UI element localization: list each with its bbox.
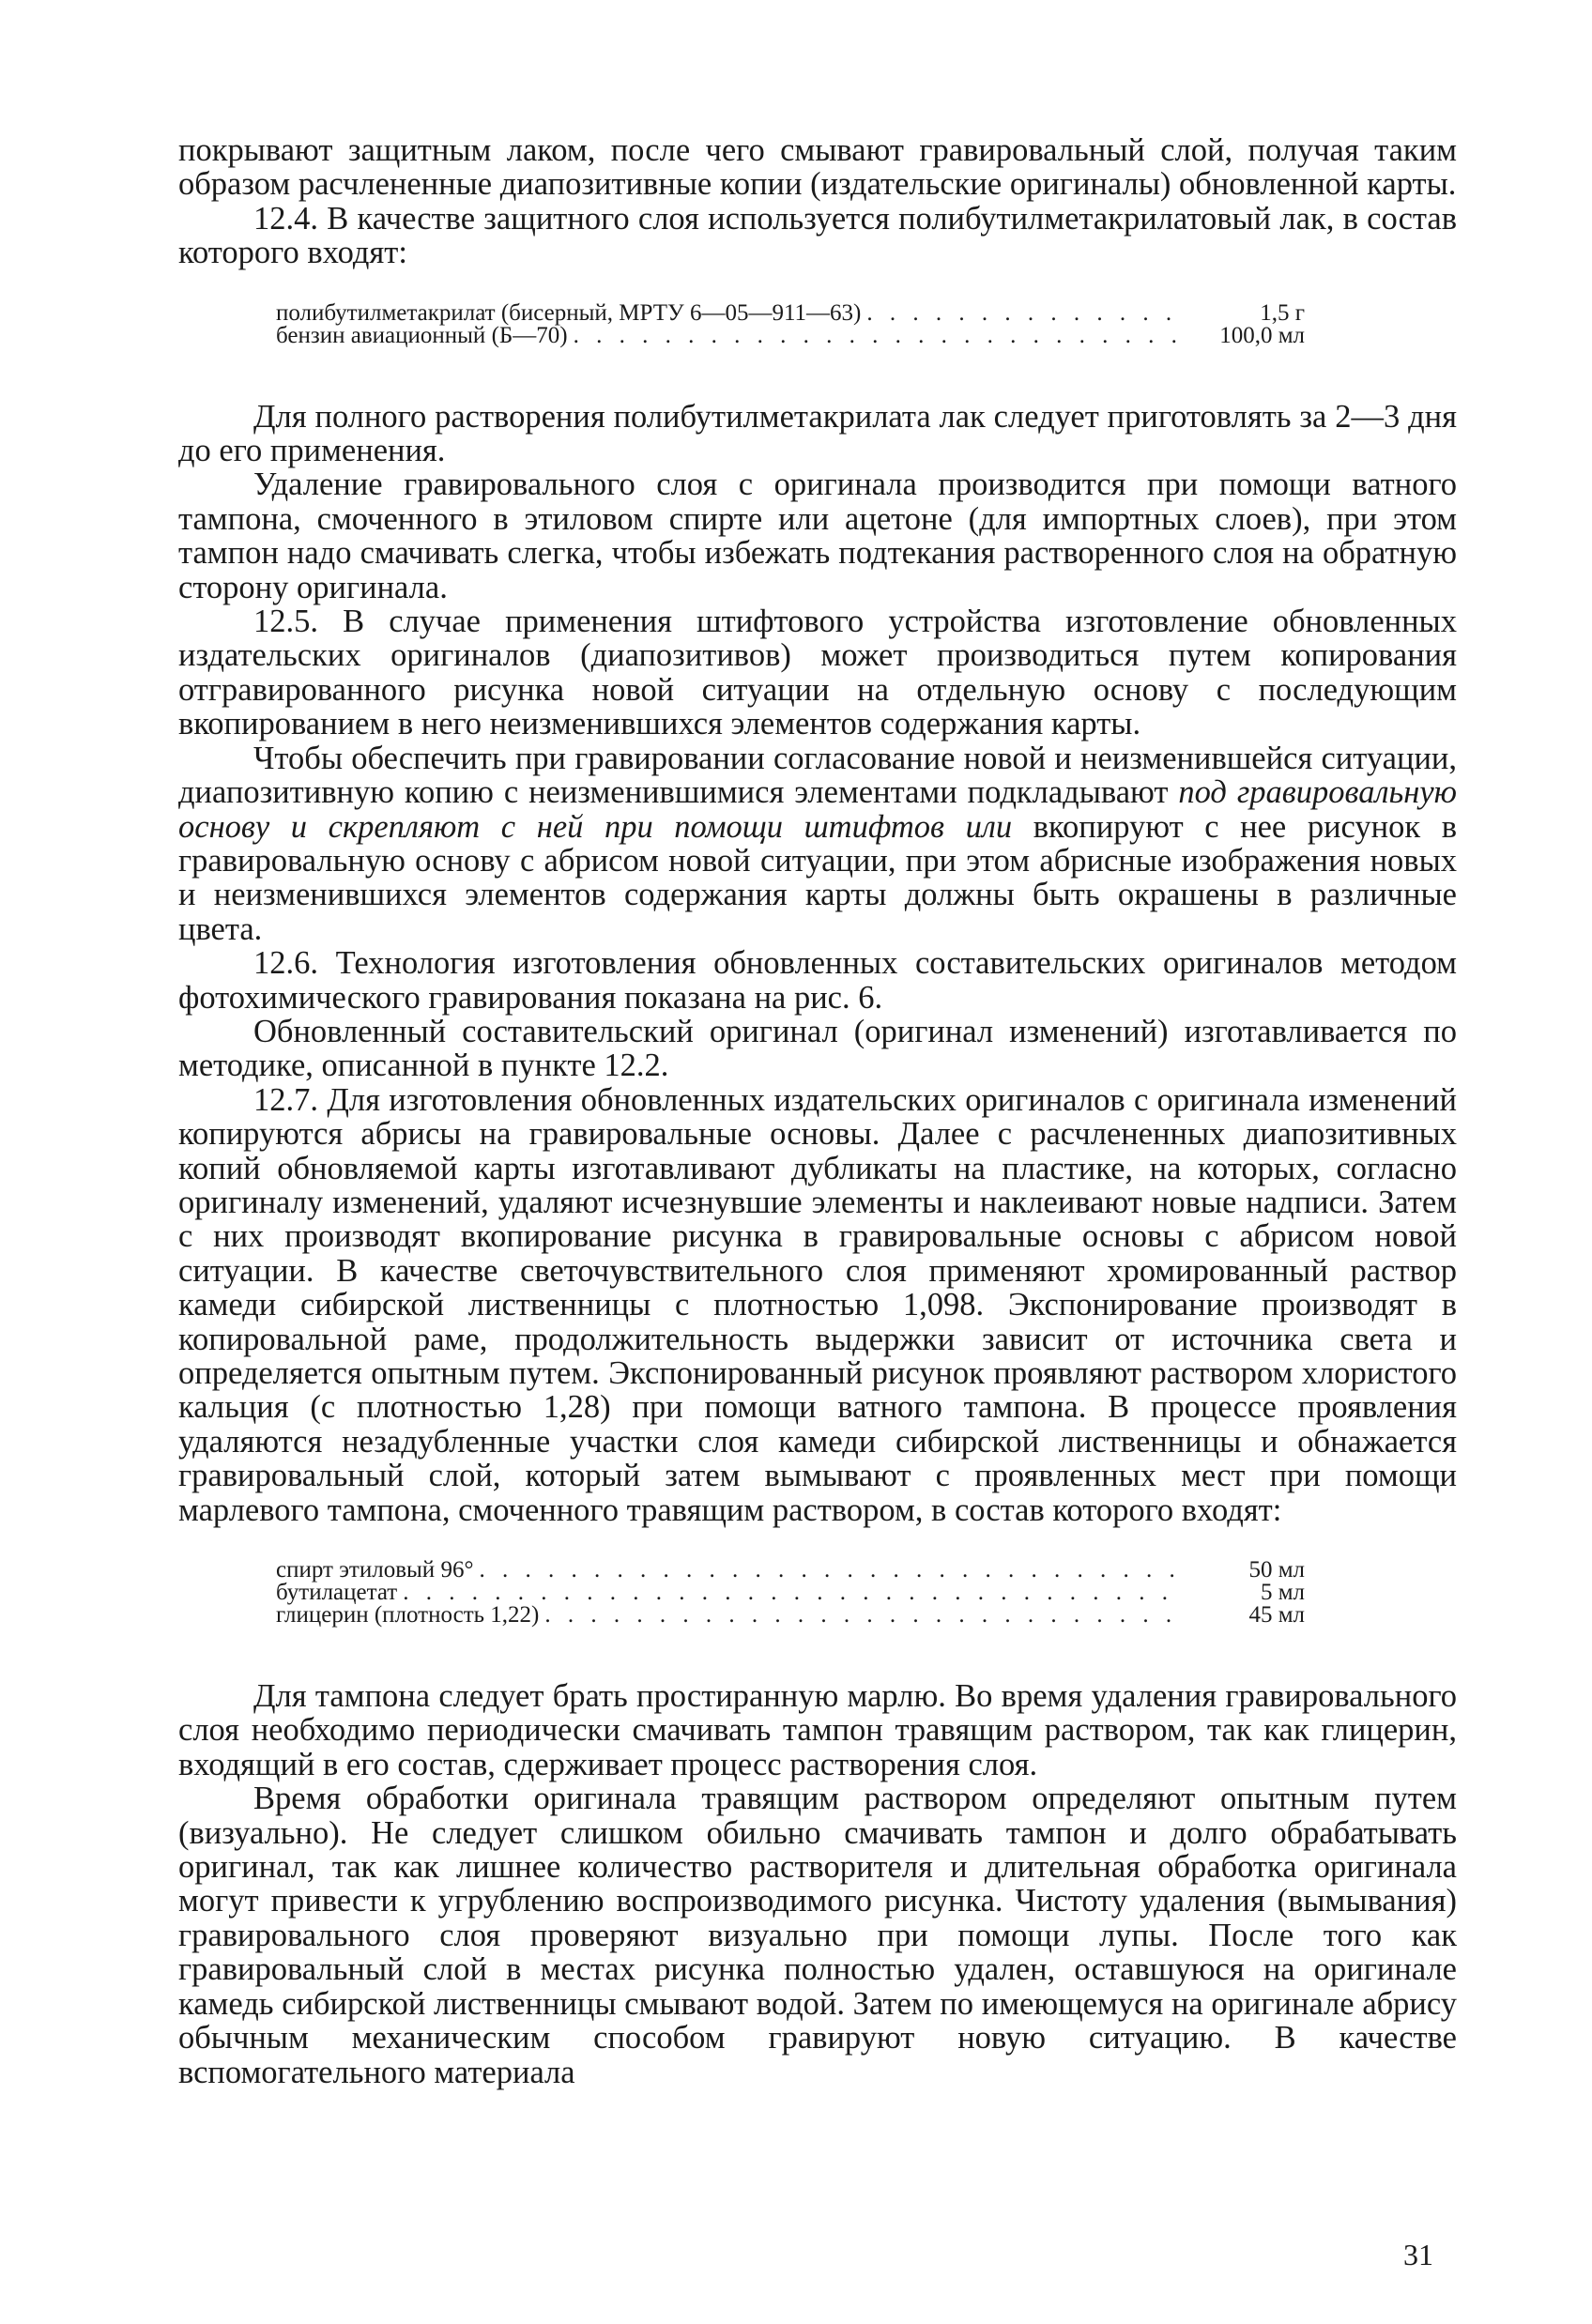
text-run: вкопируют с нее рисунок в гравировальную основу с абрисом новой ситуации, при этом абрисные изображения новых и неизменившихся элементов содержания карты должны быть окрашены в различные цвета.	[178, 808, 1457, 947]
ingredient-amount: 100,0 мл	[1219, 322, 1305, 348]
ingredient-name: бензин авиационный (Б—70)	[276, 322, 568, 348]
page-body	[178, 133, 1457, 2089]
ingredient-name: бутилацетат	[276, 1580, 398, 1606]
paragraph-12-5: 12.5. В случае применения штифтового устройства изготовление обновленных издательских оригиналов (диапозитивов) может производиться путем копирования отгравированного рисунка новой ситуации на отдельную основу с последующим вкопированием в него неизменившихся элементов содержания карты.	[178, 604, 1457, 742]
paragraph: покрывают защитным лаком, после чего смывают гравировальный слой, получая таким образом расчлененные диапозитивные копии (издательские оригиналы) обновленной карты.	[178, 132, 1457, 203]
paragraph-12-7: 12.7. Для изготовления обновленных издательских оригиналов с оригинала изменений копируются абрисы на гравировальные основы. Далее с расчлененных диапозитивных копий обновляемой карты изготавливают дубликаты на пластике, на которых, согласно оригиналу изменений, удаляют исчезнувшие элементы и наклеивают новые надписи. Затем с них производят вкопирование рисунка в гравировальные основы с абрисом новой ситуации. В качестве светочувствительного слоя применяют хромированный раствор камеди сибирской лиственницы с плотностью 1,098. Экспонирование производят в копировальной раме, продолжительность выдержки зависит от источника света и определяется опытным путем. Экспонированный рисунок проявляют раствором хлористого кальция (с плотностью 1,28) при помощи ватного тампона. В процессе проявления удаляются незадубленные участки слоя камеди сибирской лиственницы и обнажается гравировальный слой, который затем вымывают с проявленных мест при помощи марлевого тампона, смоченного травящим раствором, в состав которого входят:	[178, 1081, 1457, 1528]
paragraph-12-6: 12.6. Технология изготовления обновленных составительских оригиналов методом фотохимического гравирования показана на рис. 6.	[178, 945, 1457, 1016]
paragraph: Обновленный составительский оригинал (оригинал изменений) изготавливается по методике, описанной в пункте 12.2.	[178, 1013, 1457, 1084]
ingredient-amount: 50 мл	[1248, 1557, 1305, 1583]
recipe-row	[276, 322, 1305, 348]
recipe-row	[276, 1604, 1305, 1627]
ingredient-name: полибутилметакрилат (бисерный, МРТУ 6—05—911—63)	[276, 299, 862, 326]
recipe-row	[276, 1559, 1305, 1582]
page-number: 31	[1403, 2238, 1433, 2271]
leader-dots	[473, 1559, 1183, 1582]
ingredient-name: глицерин (плотность 1,22)	[276, 1602, 540, 1628]
leader-dots	[568, 325, 1183, 347]
recipe-lacquer	[276, 299, 1305, 348]
ingredient-amount: 1,5 г	[1260, 299, 1305, 326]
leader-dots	[539, 1604, 1183, 1627]
ingredient-amount: 5 мл	[1260, 1580, 1305, 1606]
leader-dots	[397, 1582, 1183, 1604]
recipe-etching-solution	[276, 1559, 1305, 1627]
leader-dots	[861, 302, 1183, 325]
paragraph-pins	[178, 742, 1457, 946]
paragraph: Время обработки оригинала травящим раствором определяют опытным путем (визуально). Не следует слишком обильно смачивать тампон и долго обрабатывать оригинал, так как лишнее количество растворителя и длительная обработка оригинала могут привести к угрублению воспроизводимого рисунка. Чистоту удаления (вымывания) гравировального слоя проверяют визуально при помощи лупы. После того как гравировальный слой в местах рисунка полностью удален, оставшуюся на оригинале камедь сибирской лиственницы смывают водой. Затем по имеющемуся на оригинале абрису обычным механическим способом гравируют новую ситуацию. В качестве вспомогательного материала	[178, 1781, 1457, 2090]
paragraph: Для тампона следует брать простиранную марлю. Во время удаления гравировального слоя необходимо периодически смачивать тампон травящим раствором, так как глицерин, входящий в его состав, сдерживает процесс растворения слоя.	[178, 1678, 1457, 1782]
recipe-row	[276, 299, 1305, 326]
paragraph-12-4: 12.4. В качестве защитного слоя используется полибутилметакрилатовый лак, в состав которого входят:	[178, 200, 1457, 271]
paragraph: Удаление гравировального слоя с оригинала производится при помощи ватного тампона, смоченного в этиловом спирте или ацетоне (для импортных слоев), при этом тампон надо смачивать слегка, чтобы избежать подтекания растворенного слоя на обратную сторону оригинала.	[178, 466, 1457, 605]
text-run: Чтобы обеспечить при гравировании согласование новой и неизменившейся ситуации, диапозитивную копию с неизменившимися элементами подкладывают	[178, 740, 1457, 811]
recipe-row	[276, 1582, 1305, 1604]
ingredient-amount: 45 мл	[1248, 1602, 1305, 1628]
italic-text-run: под гравировальную основу и скрепляют с ней при помощи штифтов или	[178, 774, 1457, 845]
ingredient-name: спирт этиловый 96°	[276, 1557, 474, 1583]
paragraph: Для полного растворения полибутилметакрилата лак следует приготовлять за 2—3 дня до его применения.	[178, 398, 1457, 469]
